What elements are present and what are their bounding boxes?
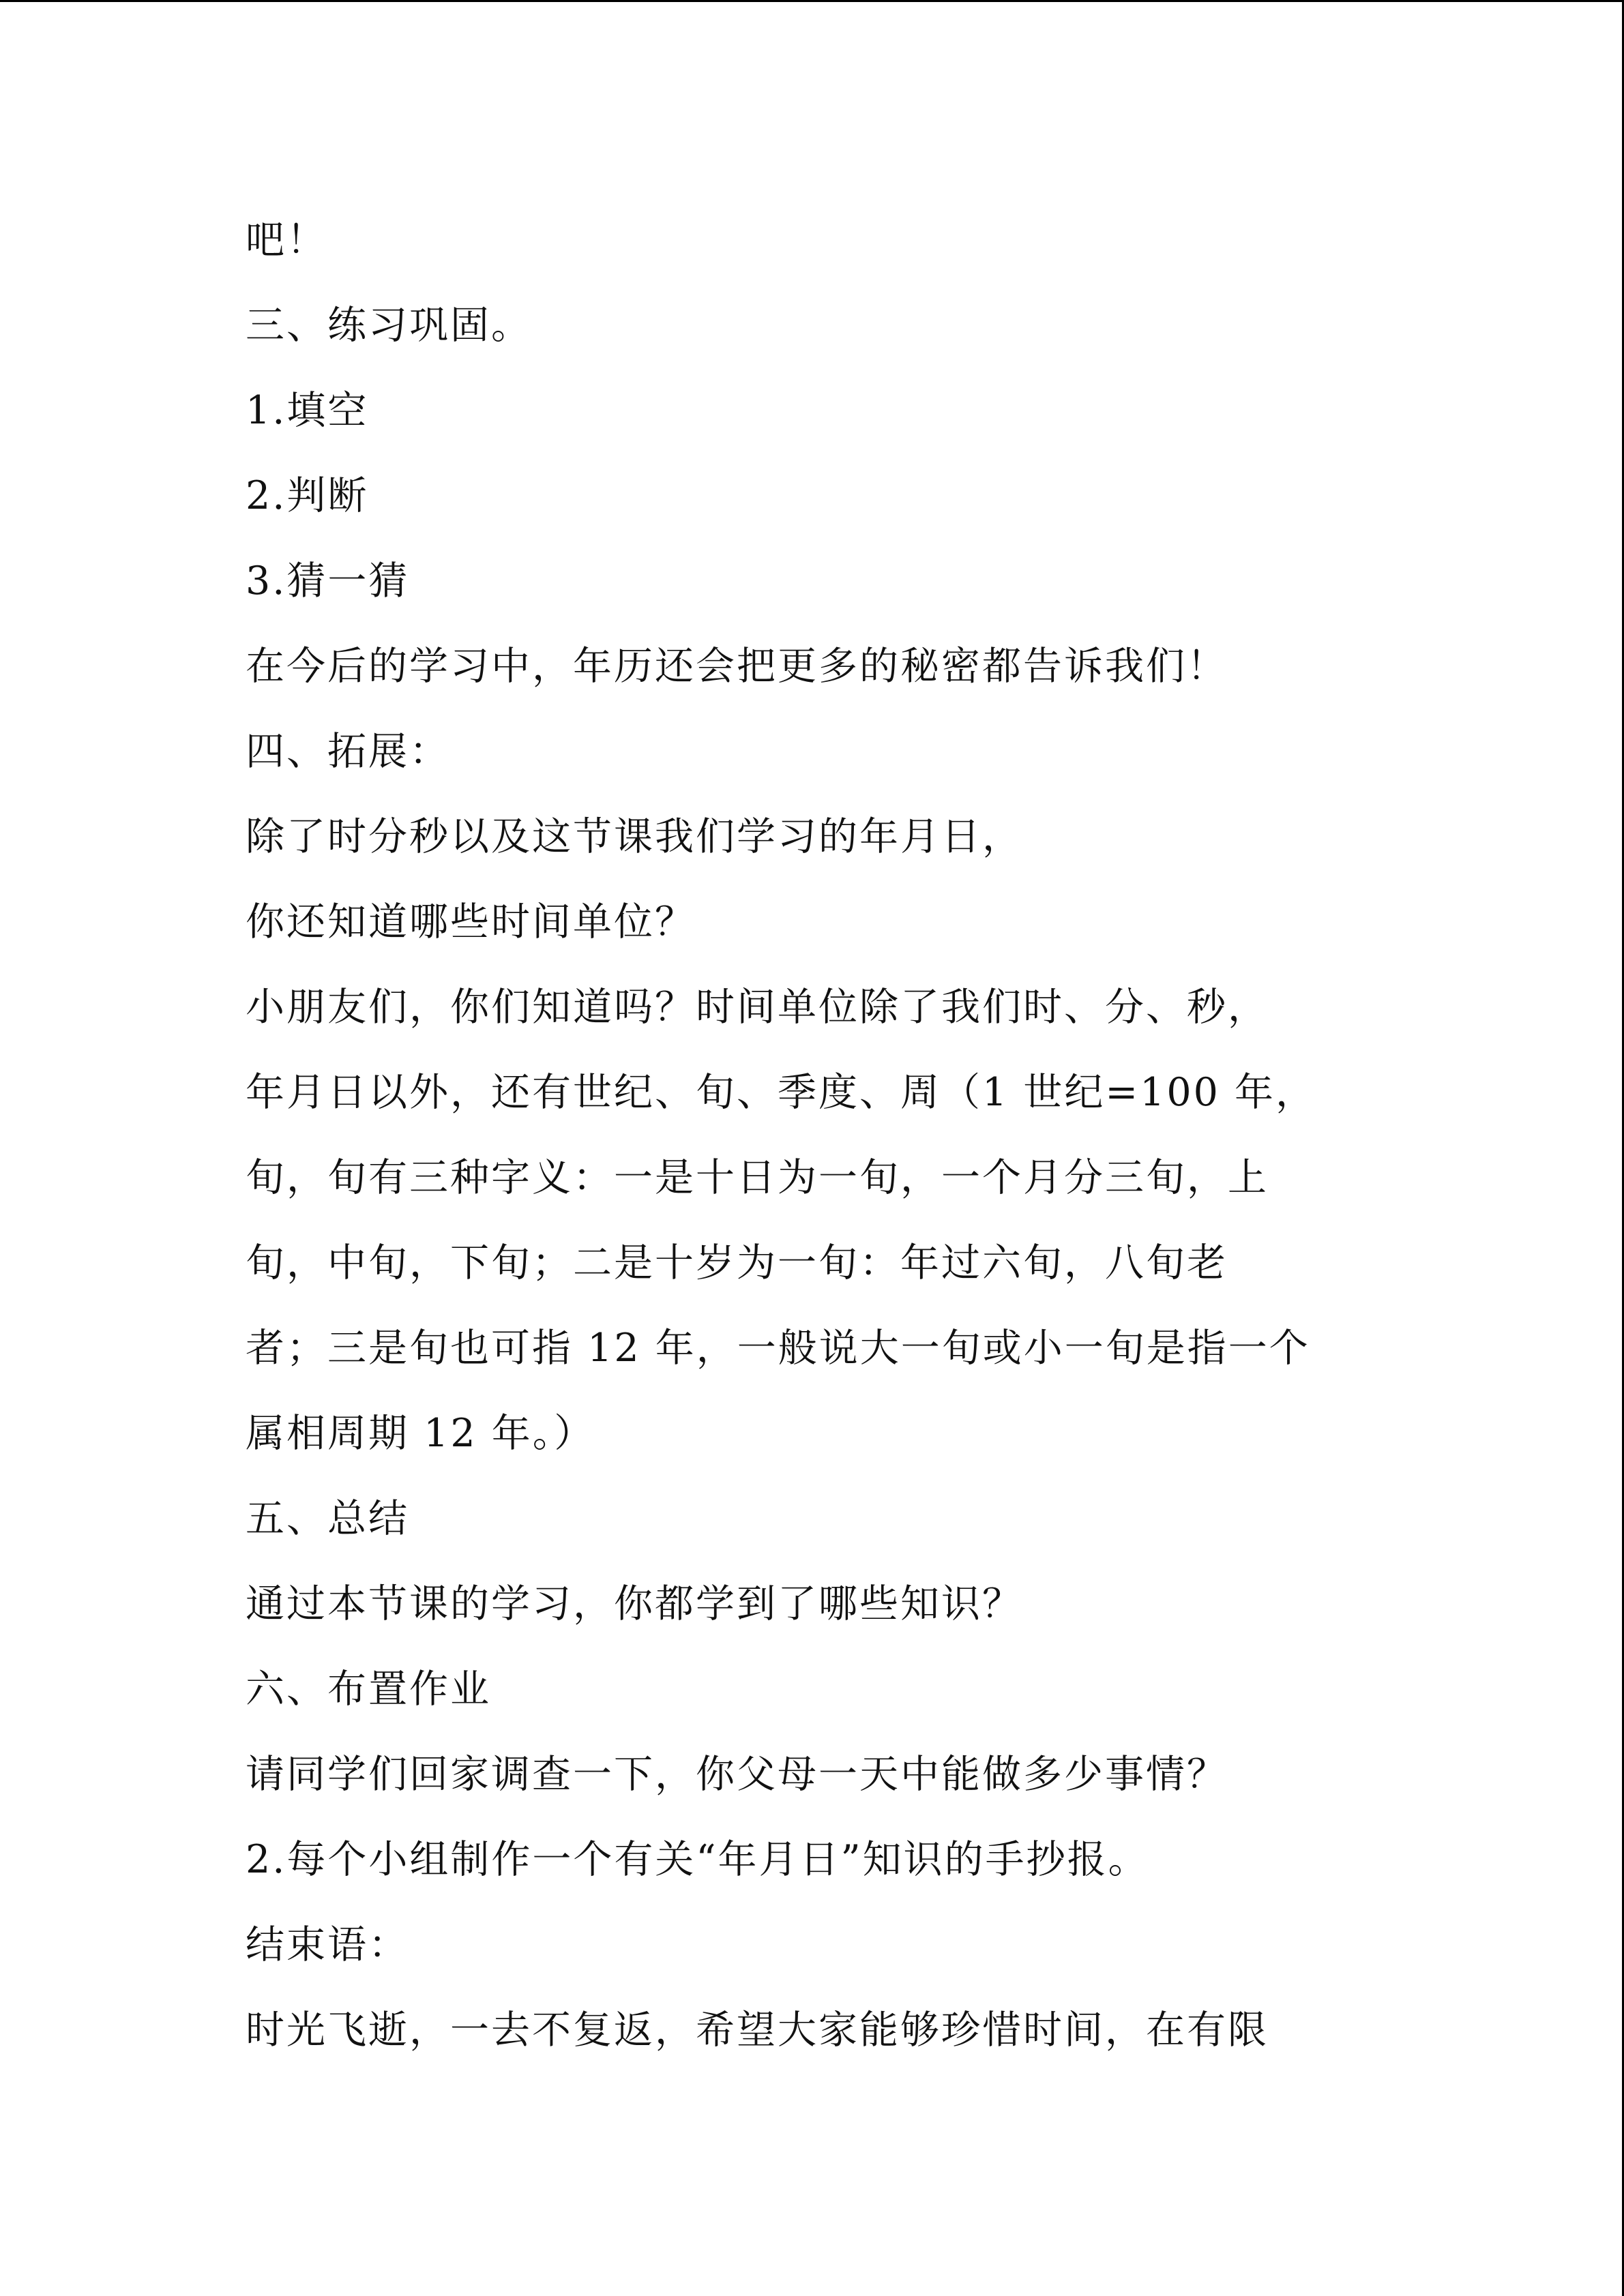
list-item: 2.判断 [246, 473, 369, 518]
text-line: 小朋友们，你们知道吗？时间单位除了我们时、分、秒， [246, 985, 1269, 1030]
text-line: 在今后的学习中，年历还会把更多的秘密都告诉我们！ [246, 644, 1228, 689]
section-heading-practice: 三、练习巩固。 [246, 303, 532, 348]
text-line: 年月日以外，还有世纪、旬、季度、周（1 世纪=100 年， [246, 1070, 1317, 1115]
text-line: 属相周期 12 年。） [246, 1411, 595, 1456]
section-heading-summary: 五、总结 [246, 1496, 409, 1541]
text-line: 除了时分秒以及这节课我们学习的年月日， [246, 814, 1023, 859]
text-line: 者；三是旬也可指 12 年，一般说大一旬或小一旬是指一个 [246, 1326, 1310, 1371]
section-heading-homework: 六、布置作业 [246, 1667, 491, 1712]
text-line: 请同学们回家调查一下，你父母一天中能做多少事情？ [246, 1752, 1228, 1797]
text-line: 你还知道哪些时间单位？ [246, 899, 696, 944]
page-border-top [0, 0, 1624, 2]
section-heading-closing: 结束语： [246, 1922, 409, 1967]
list-item: 1.填空 [246, 388, 369, 433]
list-item: 3.猜一猜 [246, 558, 410, 603]
document-body [246, 198, 1405, 2073]
text-line: 时光飞逝，一去不复返，希望大家能够珍惜时间，在有限 [246, 2008, 1269, 2053]
section-heading-extension: 四、拓展： [246, 729, 450, 774]
text-line: 吧！ [246, 218, 327, 263]
text-line: 旬，中旬，下旬；二是十岁为一旬：年过六旬，八旬老 [246, 1240, 1228, 1285]
text-line: 通过本节课的学习，你都学到了哪些知识？ [246, 1581, 1023, 1626]
text-line: 旬，旬有三种字义：一是十日为一旬，一个月分三旬，上 [246, 1155, 1269, 1200]
list-item: 2.每个小组制作一个有关“年月日”知识的手抄报。 [246, 1837, 1149, 1882]
